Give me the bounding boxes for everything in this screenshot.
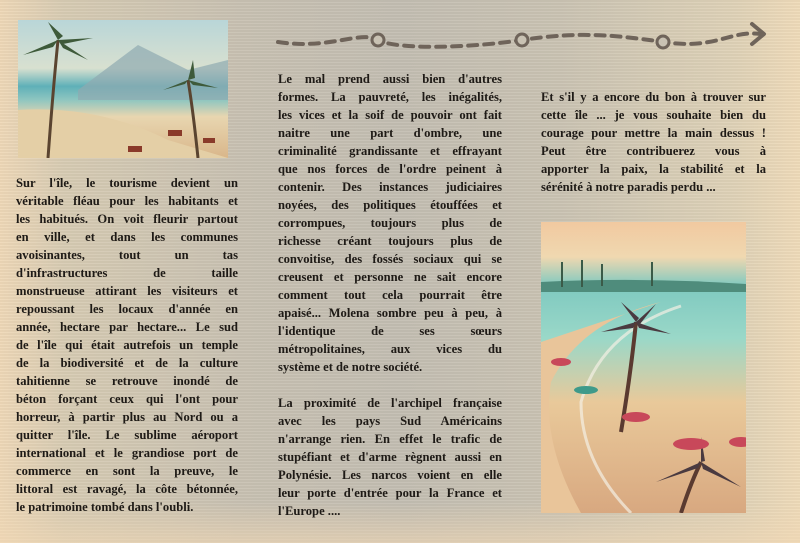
text-line: béton forçant ceux qui l'ont pour — [16, 392, 238, 406]
text-line: sérénité à notre paradis perdu ... — [541, 180, 716, 194]
text-line: Le mal prend aussi bien d'autres — [278, 72, 502, 86]
text-column-1 — [16, 174, 238, 516]
text-line: richesse créant toujours plus de — [278, 234, 502, 248]
text-line: cette île ... je vous souhaite bien du — [541, 108, 766, 122]
text-line: contenir. Des instances judiciaires — [278, 180, 502, 194]
text-line: les habitués. On voit fleurir partout — [16, 212, 238, 226]
text-line: tahitienne se retrouve inondé de — [16, 374, 238, 388]
text-line: creusent et personne ne sait encore — [278, 270, 502, 284]
text-line: littoral est ravagé, la côte bétonnée, — [16, 482, 238, 496]
text-line: de la biodiversité et de la culture — [16, 356, 238, 370]
path-waypoint-icon — [372, 34, 384, 46]
text-line: courage pour mettre la main dessus ! — [541, 126, 766, 140]
text-column-3 — [541, 88, 766, 196]
text-line: Sur l'île, le tourisme devient un — [16, 176, 238, 190]
beach-resort-illustration-image — [541, 222, 746, 513]
dashed-path-arrow-decoration — [270, 20, 770, 60]
text-line: Peut être contribuerez vous à — [541, 144, 766, 158]
text-line: comment tout cela pourrait être — [278, 288, 502, 302]
text-line: année, hectare par hectare... Le sud — [16, 320, 238, 334]
text-line: n'arrange rien. En effet le trafic de — [278, 432, 502, 446]
text-line: les vices et la soif de pouvoir ont fait — [278, 108, 502, 122]
text-column-2 — [278, 70, 502, 520]
text-line: leur porte d'entrée pour la France et — [278, 486, 502, 500]
text-line: d'infrastructures de taille — [16, 266, 238, 280]
text-line: repoussant les locaux d'année en — [16, 302, 238, 316]
text-line: international et le grandiose port de — [16, 446, 238, 460]
text-line: en ville, et dans les communes — [16, 230, 238, 244]
text-line: véritable fléau pour les habitants et — [16, 194, 238, 208]
text-line: apporter la paix, la stabilité et la — [541, 162, 766, 176]
text-line: l'identique de ses sœurs — [278, 324, 502, 338]
text-line: stupéfiant et d'arme règnent aussi en — [278, 450, 502, 464]
text-line: quitter l'île. Le sublime aéroport — [16, 428, 238, 442]
text-line: avec les pays Sud Américains — [278, 414, 502, 428]
text-line: avoisinantes, tout un tas — [16, 248, 238, 262]
text-line: de l'île qui était autrefois un temple — [16, 338, 238, 352]
text-line: noyées, des politiques étouffées et — [278, 198, 502, 212]
text-line: monstrueuse attirant les visiteurs et — [16, 284, 238, 298]
text-line: convoitise, des fossés sociaux qui se — [278, 252, 502, 266]
text-line: La proximité de l'archipel française — [278, 396, 502, 410]
text-line: que nos forces de l'ordre peinent à — [278, 162, 502, 176]
text-line: formes. La pauvreté, les inégalités, — [278, 90, 502, 104]
text-line: naitre une part d'ombre, une — [278, 126, 502, 140]
text-line: Polynésie. Les narcos voient en elle — [278, 468, 502, 482]
beach-illustration-image — [18, 20, 228, 158]
text-line: système et de notre société. — [278, 360, 423, 374]
text-line: le patrimoine tombé dans l'oubli. — [16, 500, 194, 514]
path-waypoint-icon — [516, 34, 528, 46]
text-line: l'Europe .... — [278, 504, 341, 518]
text-line: apaisé... Molena sombre peu à peu, à — [278, 306, 502, 320]
text-line: corrompues, toujours plus de — [278, 216, 502, 230]
text-line: horreur, à partir plus au Nord ou a — [16, 410, 238, 424]
text-line: commerce en sont la preuve, le — [16, 464, 238, 478]
path-waypoint-icon — [657, 36, 669, 48]
text-line: criminalité grandissante et effrayant — [278, 144, 502, 158]
text-line: métropolitaines, aux vices du — [278, 342, 502, 356]
text-line: Et s'il y a encore du bon à trouver sur — [541, 90, 766, 104]
